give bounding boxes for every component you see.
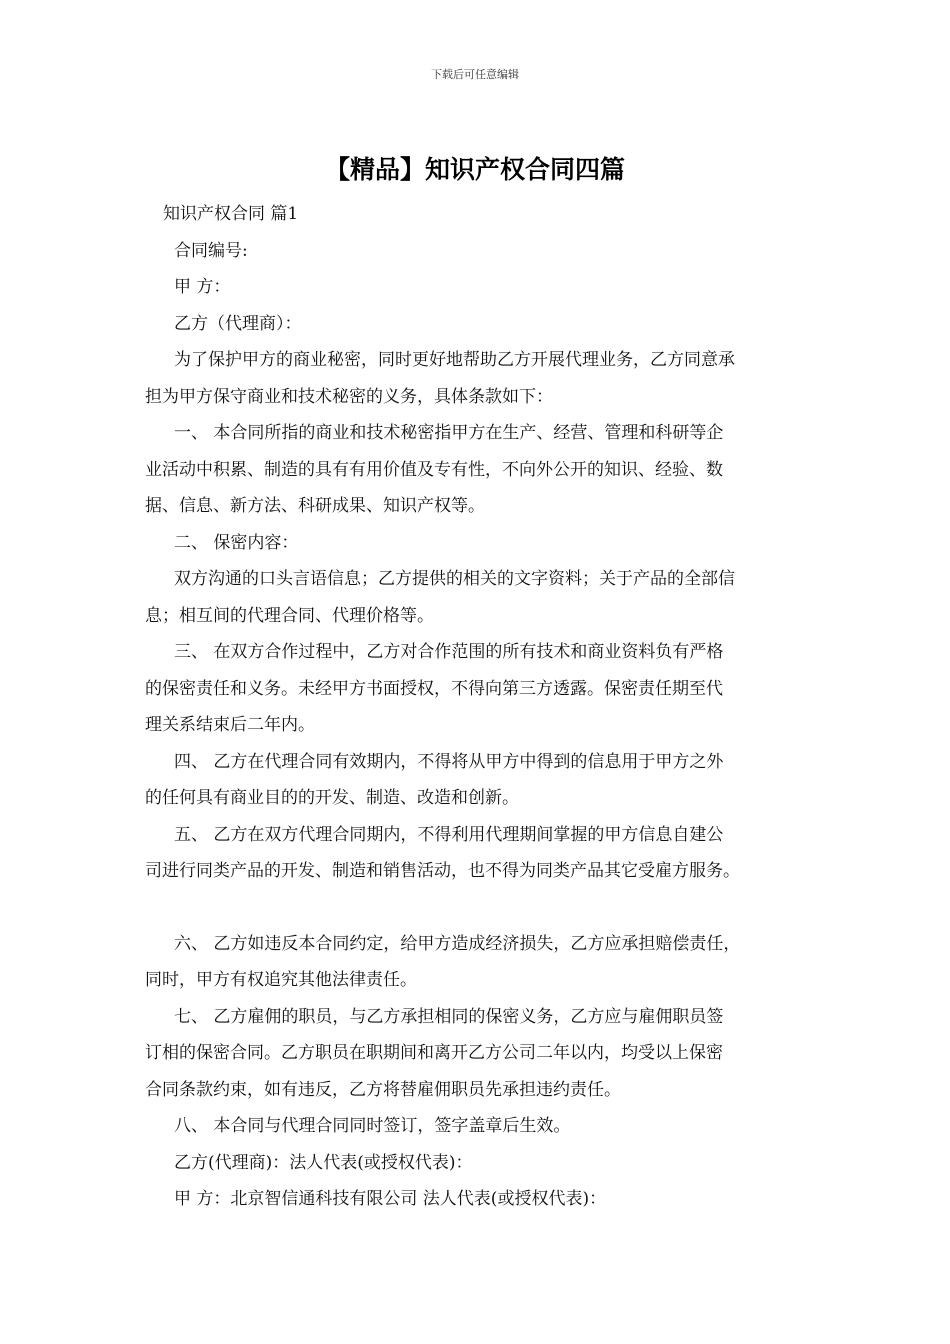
clause-3-line: 三、 在双方合作过程中，乙方对合作范围的所有技术和商业资料负有严格 bbox=[174, 642, 724, 662]
clause-1-line: 据、信息、新方法、科研成果、知识产权等。 bbox=[145, 496, 485, 516]
clause-3-line: 的保密责任和义务。未经甲方书面授权，不得向第三方透露。保密责任期至代 bbox=[145, 678, 723, 699]
clause-4-line: 四、 乙方在代理合同有效期内，不得将从甲方中得到的信息用于甲方之外 bbox=[174, 751, 724, 772]
intro-line: 担为甲方保守商业和技术秘密的义务，具体条款如下： bbox=[145, 386, 553, 407]
signature-party-a-line: 甲 方：北京智信通科技有限公司 法人代表(或授权代表)： bbox=[174, 1189, 607, 1209]
page-header-note: 下载后可任意编辑 bbox=[431, 68, 519, 81]
clause-1-line: 一、 本合同所指的商业和技术秘密指甲方在生产、经营、管理和科研等企 bbox=[174, 423, 724, 443]
signature-party-b-line: 乙方(代理商)：法人代表(或授权代表)： bbox=[174, 1152, 473, 1173]
document-body bbox=[145, 196, 813, 1218]
clause-2-line: 双方沟通的口头言语信息；乙方提供的相关的文字资料；关于产品的全部信 bbox=[174, 569, 735, 589]
clause-2-line: 息；相互间的代理合同、代理价格等。 bbox=[145, 605, 434, 626]
party-b-line: 乙方（代理商）： bbox=[174, 313, 302, 334]
clause-5-line: 司进行同类产品的开发、制造和销售活动，也不得为同类产品其它受雇方服务。 bbox=[145, 861, 740, 881]
section-heading: 知识产权合同 篇1 bbox=[163, 204, 299, 224]
clause-7-line: 合同条款约束，如有违反，乙方将替雇佣职员先承担违约责任。 bbox=[145, 1079, 621, 1100]
clause-8-line: 八、 本合同与代理合同同时签订，签字盖章后生效。 bbox=[174, 1116, 571, 1136]
clause-1-line: 业活动中积累、制造的具有有用价值及专有性，不向外公开的知识、经验、数 bbox=[145, 459, 723, 480]
clause-6-line: 六、 乙方如违反本合同约定，给甲方造成经济损失，乙方应承担赔偿责任， bbox=[174, 933, 741, 954]
clause-5-line: 五、 乙方在双方代理合同期内，不得利用代理期间掌握的甲方信息自建公 bbox=[174, 824, 724, 845]
document-title: 【精品】知识产权合同四篇 bbox=[324, 155, 625, 184]
clause-7-line: 订相的保密合同。乙方职员在职期间和离开乙方公司二年以内，均受以上保密 bbox=[145, 1043, 723, 1063]
clause-7-line: 七、 乙方雇佣的职员，与乙方承担相同的保密义务，乙方应与雇佣职员签 bbox=[174, 1006, 724, 1027]
intro-line: 为了保护甲方的商业秘密，同时更好地帮助乙方开展代理业务，乙方同意承 bbox=[174, 350, 735, 370]
party-a-line: 甲 方： bbox=[174, 277, 231, 297]
clause-6-line: 同时，甲方有权追究其他法律责任。 bbox=[145, 970, 417, 990]
clause-3-line: 理关系结束后二年内。 bbox=[145, 715, 315, 735]
clause-4-line: 的任何具有商业目的的开发、制造、改造和创新。 bbox=[145, 788, 519, 808]
paragraph-gap bbox=[145, 890, 813, 926]
clause-2-line: 二、 保密内容： bbox=[174, 532, 299, 553]
contract-number-line: 合同编号: bbox=[174, 240, 248, 261]
